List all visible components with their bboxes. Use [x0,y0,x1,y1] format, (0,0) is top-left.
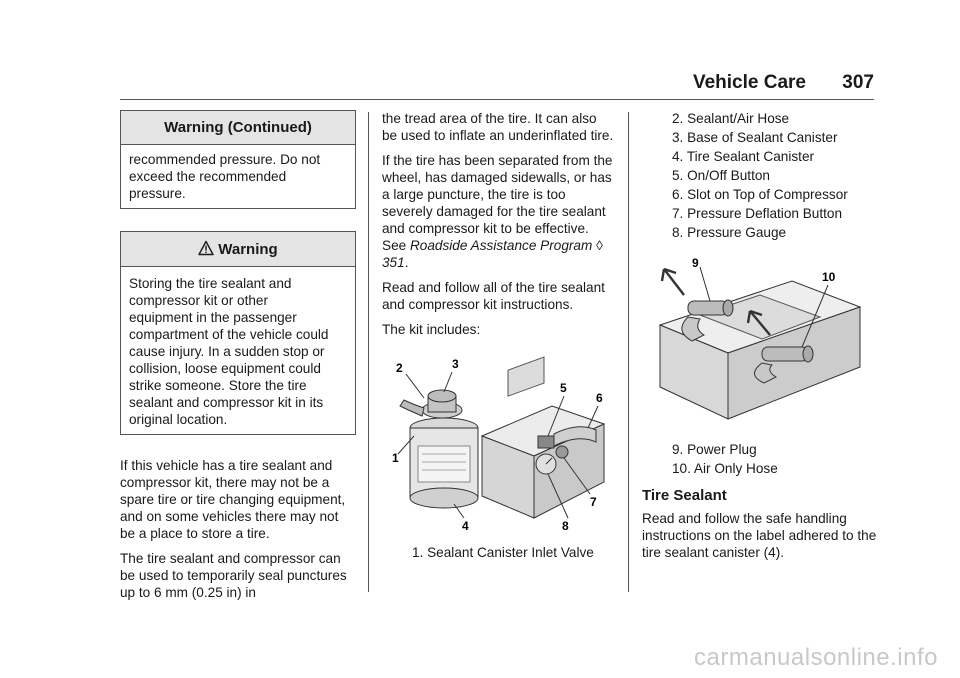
fig-label: 5 [560,381,567,395]
kit-illustration [382,346,614,536]
roadside-assistance-link[interactable]: Roadside Assistance Program [409,238,593,253]
list-item: 10. Air Only Hose [672,461,778,476]
list-item: 2. Sealant/Air Hose [672,111,790,126]
warning-line: compartment of the vehicle could [129,327,329,342]
warning-body [121,267,355,434]
warning-line: strike someone. Store the tire [129,378,307,393]
compressor-illustration [642,255,878,435]
warning-continued-body [121,145,355,208]
fig-label: 4 [462,519,469,533]
fig-label: 1 [392,451,399,465]
figure-caption: 1. Sealant Canister Inlet Valve [412,545,594,560]
warning-line: exceed the recommended [129,169,287,184]
kit-items-list-2 [642,441,878,477]
damage-text: If the tire has been separated from the wheel, has damaged sidewalls, or has a large puncture, the tire is too severely damaged for the tire sealant and compressor kit to be effective. See [382,153,613,253]
paragraph-kit-includes: The kit includes: [382,322,481,337]
column-1 [120,110,356,609]
section-subheading: Tire Sealant [642,487,727,504]
kit-items-list [642,110,878,241]
fig-label: 8 [562,519,569,533]
column-divider-2 [628,112,629,592]
list-item: 5. On/Off Button [672,168,770,183]
warning-line: equipment in the passenger [129,310,297,325]
warning-line: cause injury. In a sudden stop or [129,344,325,359]
warning-title: Warning [218,241,278,258]
warning-box [120,231,356,435]
page-ref-icon: ◊ [596,238,603,253]
fig-label: 10 [822,270,836,284]
column-3 [642,110,878,569]
section-title: Vehicle Care [692,72,806,93]
list-item: 9. Power Plug [672,442,757,457]
list-item: 4. Tire Sealant Canister [672,149,815,164]
roadside-page-ref[interactable]: 351 [382,255,405,270]
column-divider-1 [368,112,369,592]
warning-continued-title: Warning (Continued) [121,111,355,145]
fig-label: 6 [596,391,603,405]
paragraph-damage: If the tire has been separated from the wheel, has damaged sidewalls, or has a large puncture, the tire is too severely damaged for the tire sealant and compressor kit to be effective. See Roadside Assistance Program ◊ 351. [382,153,613,270]
list-item: 8. Pressure Gauge [672,225,787,240]
warning-continued-box [120,110,356,209]
list-item: 7. Pressure Deflation Button [672,206,843,221]
paragraph-sealant-handling: Read and follow the safe handling instructions on the label adhered to the tire sealant canister (4). [642,511,877,560]
warning-line: compressor kit or other [129,293,269,308]
fig-label: 3 [452,357,459,371]
page-number: 307 [842,72,874,93]
warning-triangle-icon [198,240,214,256]
fig-label: 7 [590,495,597,509]
warning-line: Storing the tire sealant and [129,276,292,291]
warning-box-header [121,232,355,267]
fig-label: 9 [692,256,699,270]
warning-line: sealant and compressor kit in its [129,395,324,410]
header-rule [120,99,874,100]
paragraph-sealant-use: The tire sealant and compressor can be used to temporarily seal punctures up to 6 mm (0.25 in) in [120,551,347,600]
warning-line: original location. [129,412,228,427]
fig-label: 2 [396,361,403,375]
paragraph-tread: the tread area of the tire. It can also be used to inflate an underinflated tire. [382,111,614,143]
paragraph-instructions: Read and follow all of the tire sealant and compressor kit instructions. [382,280,605,312]
page-header [0,72,960,102]
paragraph-kit-note: If this vehicle has a tire sealant and compressor kit, there may not be a spare tire or tire changing equipment, and on some vehicles there may not be a place to store a tire. [120,458,346,541]
warning-line: pressure. [129,186,186,201]
warning-line: collision, loose equipment could [129,361,321,376]
warning-line: recommended pressure. Do not [129,152,321,167]
list-item: 3. Base of Sealant Canister [672,130,838,145]
list-item: 6. Slot on Top of Compressor [672,187,848,202]
column-2 [382,110,614,561]
watermark: carmanualsonline.info [694,644,938,671]
